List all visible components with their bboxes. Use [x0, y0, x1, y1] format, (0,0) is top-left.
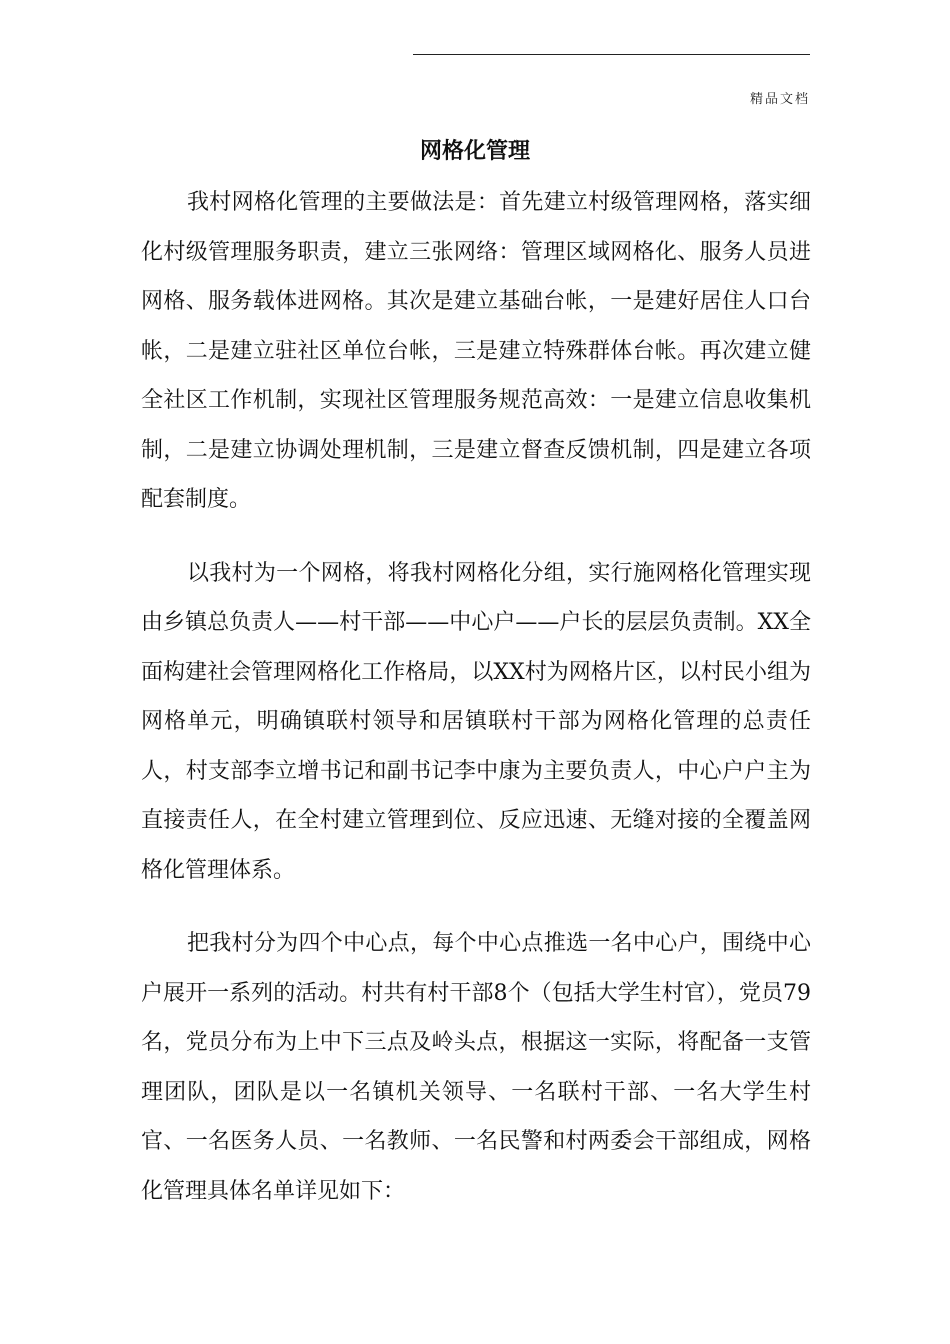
paragraph-2: 以我村为一个网格，将我村网格化分组，实行施网格化管理实现由乡镇总负责人——村干部——中心户——户长的层层负责制。XX全面构建社会管理网格化工作格局，以XX村为网格片区，以村民小组为网格单元，明确镇联村领导和居镇联村干部为网格化管理的总责任人，村支部李立增书记和副书记李中康为主要负责人，中心户户主为直接责任人，在全村建立管理到位、反应迅速、无缝对接的全覆盖网格化管理体系。 [141, 560, 811, 883]
document-title: 网格化管理 [419, 139, 530, 164]
document-body [141, 178, 811, 1216]
header-label: 精品文档 [749, 92, 810, 107]
header-rule [413, 54, 810, 55]
paragraph-3: 把我村分为四个中心点，每个中心点推选一名中心户，围绕中心户展开一系列的活动。村共有村干部8个（包括大学生村官），党员79名，党员分布为上中下三点及岭头点，根据这一实际，将配备一支管理团队，团队是以一名镇机关领导、一名联村干部、一名大学生村官、一名医务人员、一名教师、一名民警和村两委会干部组成，网格化管理具体名单详见如下： [141, 931, 811, 1204]
paragraph-1: 我村网格化管理的主要做法是：首先建立村级管理网格，落实细化村级管理服务职责，建立三张网络：管理区域网格化、服务人员进网格、服务载体进网格。其次是建立基础台帐，一是建好居住人口台帐，二是建立驻社区单位台帐，三是建立特殊群体台帐。再次建立健全社区工作机制，实现社区管理服务规范高效：一是建立信息收集机制，二是建立协调处理机制，三是建立督查反馈机制，四是建立各项配套制度。 [141, 190, 811, 512]
